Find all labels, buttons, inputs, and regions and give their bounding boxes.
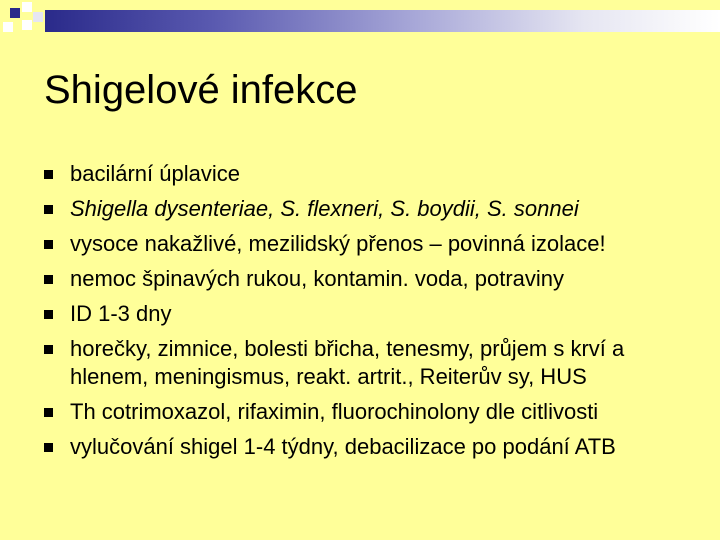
square-bullet-icon [44,275,53,284]
bullet-item [44,398,704,426]
decor-square-icon [33,12,43,22]
bullet-text: vysoce nakažlivé, mezilidský přenos – povinná izolace! [70,231,606,256]
square-bullet-icon [44,443,53,452]
bullet-item [44,433,704,461]
header-gradient-bar [45,10,720,32]
decor-square-icon [22,2,32,12]
bullet-text: horečky, zimnice, bolesti břicha, tenesmy, průjem s krví a hlenem, meningismus, reakt. artrit., Reiterův sy, HUS [70,336,625,389]
square-bullet-icon [44,408,53,417]
decor-square-icon [22,20,32,30]
bullet-text: ID 1-3 dny [70,301,172,326]
square-bullet-icon [44,310,53,319]
bullet-text: nemoc špinavých rukou, kontamin. voda, potraviny [70,266,565,291]
bullet-item [44,300,704,328]
bullet-text: Shigella dysenteriae, S. flexneri, S. boydii, S. sonnei [70,196,579,221]
bullet-text: Th cotrimoxazol, rifaximin, fluorochinolony dle citlivosti [70,398,599,424]
slide-title: Shigelové infekce [44,68,358,112]
square-bullet-icon [44,345,53,354]
square-bullet-icon [44,240,53,249]
bullet-text: vylučování shigel 1-4 týdny, debacilizace po podání ATB [70,433,616,459]
bullet-text: bacilární úplavice [70,161,240,186]
bullet-item [44,160,704,188]
bullet-item [44,195,704,223]
square-bullet-icon [44,170,53,179]
bullet-list [44,160,704,468]
decor-square-icon [10,8,20,18]
bullet-item [44,335,704,390]
bullet-item [44,265,704,293]
bullet-item [44,230,704,258]
decor-square-icon [3,22,13,32]
square-bullet-icon [44,205,53,214]
